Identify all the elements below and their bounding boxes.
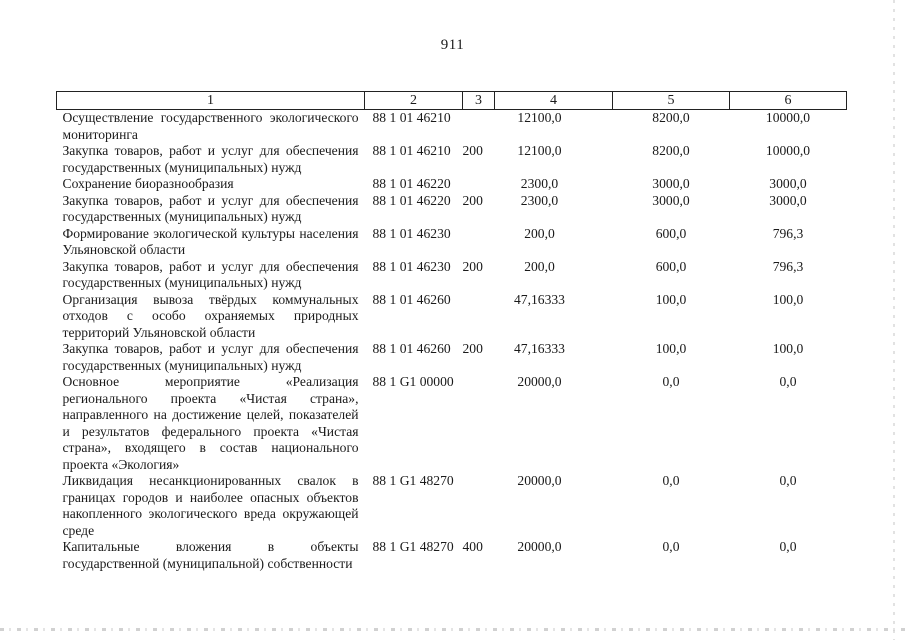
row-expense-type: 200: [462, 143, 483, 158]
row-code: 88 1 01 46220: [372, 176, 451, 191]
header-col-4: 4: [495, 92, 613, 110]
table-header: [57, 92, 847, 110]
row-name: Формирование экологической культуры населения Ульяновской области: [62, 225, 359, 257]
scan-edge-right: [893, 0, 895, 640]
row-code: 88 1 01 46260: [372, 291, 451, 307]
budget-table: [56, 91, 847, 572]
row-value-6: 0,0: [779, 374, 797, 389]
row-code: 88 1 01 46260: [372, 341, 451, 356]
row-expense-type: [463, 226, 495, 259]
table-row: [57, 539, 847, 572]
row-expense-type: [463, 374, 495, 473]
row-expense-type: [463, 110, 495, 144]
row-value-4: 2300,0: [520, 192, 559, 208]
row-expense-type: [463, 473, 495, 539]
row-name: Закупка товаров, работ и услуг для обеспечения государственных (муниципальных) нужд: [62, 143, 359, 175]
row-value-6: 3000,0: [769, 192, 807, 208]
header-col-3: 3: [463, 92, 495, 110]
row-value-5: 600,0: [655, 258, 687, 274]
row-value-4: 12100,0: [517, 143, 562, 158]
row-value-5: 0,0: [662, 539, 680, 554]
scan-edge-bottom: [0, 628, 905, 631]
row-code: 88 1 G1 48270: [372, 473, 454, 488]
row-value-6: 3000,0: [769, 176, 807, 191]
table-row: [57, 259, 847, 292]
row-value-4: 200,0: [524, 258, 555, 274]
row-expense-type: 200: [462, 258, 483, 274]
header-col-6: 6: [730, 92, 847, 110]
row-value-5: 0,0: [662, 374, 680, 389]
table-row: [57, 341, 847, 374]
row-value-5: 100,0: [655, 341, 687, 356]
row-expense-type: 200: [462, 192, 483, 208]
header-col-2: 2: [365, 92, 463, 110]
row-code: 88 1 G1 48270: [372, 539, 454, 554]
row-value-5: 8200,0: [652, 110, 690, 125]
row-value-4: 200,0: [524, 225, 555, 241]
budget-sheet: [56, 91, 846, 572]
row-value-5: 8200,0: [652, 143, 690, 158]
row-value-5: 3000,0: [652, 192, 690, 208]
row-name: Закупка товаров, работ и услуг для обеспечения государственных (муниципальных) нужд: [62, 258, 359, 290]
row-value-4: 47,16333: [514, 341, 565, 356]
table-row: [57, 193, 847, 226]
row-value-5: 600,0: [655, 225, 687, 241]
row-value-4: 20000,0: [517, 539, 562, 554]
row-name: Закупка товаров, работ и услуг для обеспечения государственных (муниципальных) нужд: [62, 341, 359, 373]
row-value-4: 47,16333: [514, 291, 565, 307]
row-value-6: 100,0: [772, 341, 804, 356]
row-value-5: 0,0: [662, 473, 680, 488]
row-code: 88 1 01 46210: [372, 143, 451, 158]
row-name: Основное мероприятие «Реализация регионального проекта «Чистая страна», направленного на достижение целей, показателей и результатов федерального проекта «Чистая страна», входящего в состав национального проекта «Экология»: [62, 374, 359, 472]
row-value-6: 796,3: [772, 225, 804, 241]
row-value-4: 20000,0: [517, 473, 562, 488]
table-row: [57, 110, 847, 144]
table-row: [57, 176, 847, 193]
header-col-1: 1: [57, 92, 365, 110]
header-col-5: 5: [613, 92, 730, 110]
row-value-4: 20000,0: [517, 374, 562, 389]
row-value-6: 796,3: [772, 258, 804, 274]
row-value-4: 12100,0: [517, 110, 562, 125]
row-name: Ликвидация несанкционированных свалок в границах городов и наиболее опасных объектов накопленного экологического вреда окружающей среде: [62, 473, 359, 538]
table-row: [57, 473, 847, 539]
row-value-5: 3000,0: [652, 176, 690, 191]
row-expense-type: 400: [462, 539, 483, 554]
row-value-6: 0,0: [779, 539, 797, 554]
table-row: [57, 226, 847, 259]
row-value-6: 100,0: [772, 291, 804, 307]
row-value-6: 0,0: [779, 473, 797, 488]
row-code: 88 1 01 46210: [372, 110, 451, 125]
row-code: 88 1 01 46230: [372, 258, 451, 274]
row-value-4: 2300,0: [520, 176, 559, 191]
row-code: 88 1 01 46220: [372, 192, 451, 208]
row-value-6: 10000,0: [765, 110, 811, 125]
row-value-5: 100,0: [655, 291, 687, 307]
row-name: Закупка товаров, работ и услуг для обеспечения государственных (муниципальных) нужд: [62, 192, 359, 224]
row-code: 88 1 01 46230: [372, 225, 451, 241]
row-name: Осуществление государственного экологического мониторинга: [62, 110, 359, 142]
row-code: 88 1 G1 00000: [372, 374, 454, 389]
header-row: [57, 92, 847, 110]
table-row: [57, 374, 847, 473]
row-name: Сохранение биоразнообразия: [62, 176, 234, 191]
row-expense-type: 200: [462, 341, 483, 356]
table-row: [57, 292, 847, 342]
row-name: Капитальные вложения в объекты государственной (муниципальной) собственности: [62, 539, 359, 571]
table-row: [57, 143, 847, 176]
row-expense-type: [463, 292, 495, 342]
row-value-6: 10000,0: [765, 143, 811, 158]
page-number: 911: [440, 37, 465, 53]
row-name: Организация вывоза твёрдых коммунальных отходов с особо охраняемых природных территорий Ульяновской области: [62, 291, 359, 340]
row-expense-type: [463, 176, 495, 193]
table-body: [57, 110, 847, 573]
